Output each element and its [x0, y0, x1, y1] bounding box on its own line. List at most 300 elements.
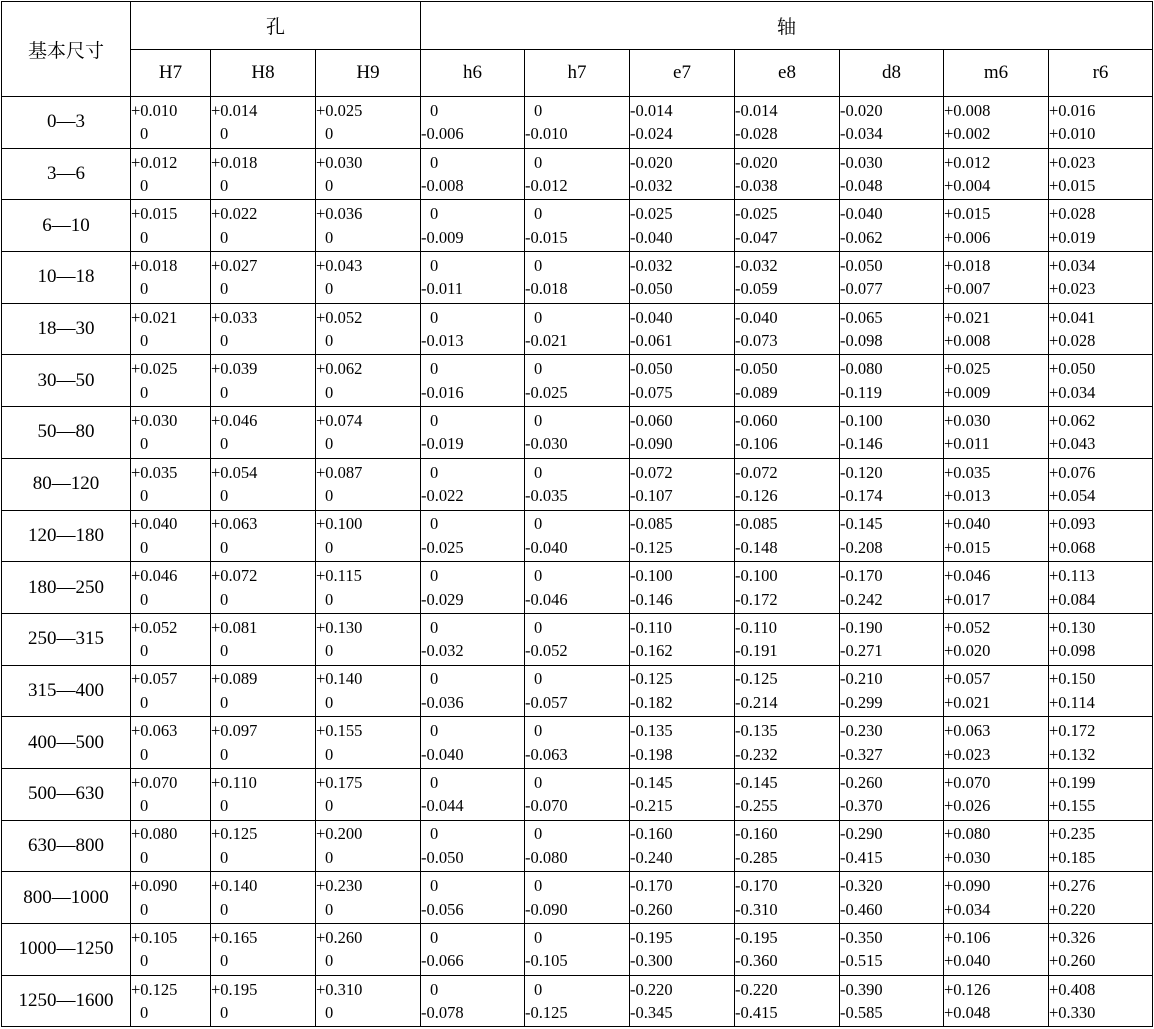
upper-deviation: -0.014	[735, 100, 778, 120]
upper-deviation: +0.021	[131, 307, 178, 327]
deviation-cell	[840, 924, 944, 976]
deviation-cell	[131, 717, 211, 769]
lower-deviation: -0.162	[630, 641, 673, 661]
upper-deviation: -0.072	[735, 462, 778, 482]
lower-deviation: +0.155	[1049, 796, 1096, 816]
upper-deviation: +0.018	[211, 152, 258, 172]
deviation-cell	[1049, 613, 1153, 665]
deviation-cell	[735, 252, 840, 304]
lower-deviation: 0	[220, 537, 229, 557]
deviation-cell	[840, 355, 944, 407]
upper-deviation: +0.023	[1049, 152, 1096, 172]
lower-deviation: -0.172	[735, 589, 778, 609]
column-header: H9	[316, 50, 421, 97]
upper-deviation: 0	[534, 927, 543, 947]
lower-deviation: -0.299	[840, 692, 883, 712]
upper-deviation: 0	[534, 876, 543, 896]
basic-size-cell: 800—1000	[2, 872, 131, 924]
upper-deviation: +0.039	[211, 359, 258, 379]
upper-deviation: -0.025	[735, 204, 778, 224]
table-row	[2, 768, 1153, 820]
lower-deviation: 0	[140, 176, 149, 196]
deviation-cell	[630, 820, 735, 872]
upper-deviation: 0	[430, 617, 439, 637]
basic-size-cell: 50—80	[2, 407, 131, 459]
lower-deviation: 0	[220, 951, 229, 971]
lower-deviation: +0.330	[1049, 1003, 1096, 1023]
upper-deviation: -0.260	[840, 772, 883, 792]
lower-deviation: 0	[140, 899, 149, 919]
deviation-cell	[840, 200, 944, 252]
upper-deviation: 0	[430, 100, 439, 120]
upper-deviation: +0.057	[944, 669, 991, 689]
deviation-cell	[735, 303, 840, 355]
upper-deviation: -0.020	[735, 152, 778, 172]
upper-deviation: +0.074	[316, 410, 363, 430]
upper-deviation: +0.089	[211, 669, 258, 689]
lower-deviation: 0	[140, 124, 149, 144]
lower-deviation: -0.105	[525, 951, 568, 971]
lower-deviation: -0.126	[735, 486, 778, 506]
deviation-cell	[840, 252, 944, 304]
upper-deviation: -0.040	[735, 307, 778, 327]
upper-deviation: +0.025	[316, 100, 363, 120]
upper-deviation: -0.170	[735, 876, 778, 896]
table-row	[2, 510, 1153, 562]
deviation-cell	[630, 355, 735, 407]
lower-deviation: -0.062	[840, 227, 883, 247]
upper-deviation: +0.050	[1049, 359, 1096, 379]
upper-deviation: 0	[534, 100, 543, 120]
upper-deviation: +0.012	[131, 152, 178, 172]
deviation-cell	[421, 768, 525, 820]
deviation-cell	[525, 510, 630, 562]
deviation-cell	[131, 510, 211, 562]
lower-deviation: 0	[220, 744, 229, 764]
upper-deviation: -0.060	[630, 410, 673, 430]
upper-deviation: -0.170	[840, 566, 883, 586]
lower-deviation: -0.009	[421, 227, 464, 247]
deviation-cell	[630, 407, 735, 459]
deviation-cell	[735, 200, 840, 252]
deviation-cell	[840, 872, 944, 924]
deviation-cell	[735, 717, 840, 769]
deviation-cell	[211, 355, 316, 407]
lower-deviation: -0.052	[525, 641, 568, 661]
upper-deviation: +0.408	[1049, 979, 1096, 999]
deviation-cell	[211, 975, 316, 1027]
upper-deviation: +0.057	[131, 669, 178, 689]
basic-size-cell: 1000—1250	[2, 924, 131, 976]
deviation-cell	[944, 303, 1049, 355]
upper-deviation: 0	[430, 876, 439, 896]
basic-size-cell: 18—30	[2, 303, 131, 355]
upper-deviation: +0.199	[1049, 772, 1096, 792]
deviation-cell	[1049, 200, 1153, 252]
lower-deviation: -0.066	[421, 951, 464, 971]
deviation-cell	[211, 613, 316, 665]
table-row	[2, 562, 1153, 614]
deviation-cell	[211, 924, 316, 976]
upper-deviation: +0.260	[316, 927, 363, 947]
deviation-cell	[840, 975, 944, 1027]
lower-deviation: +0.013	[944, 486, 991, 506]
deviation-cell	[944, 562, 1049, 614]
upper-deviation: +0.018	[944, 255, 991, 275]
lower-deviation: -0.260	[630, 899, 673, 919]
upper-deviation: 0	[534, 721, 543, 741]
deviation-cell	[1049, 303, 1153, 355]
deviation-cell	[944, 252, 1049, 304]
lower-deviation: 0	[325, 899, 334, 919]
deviation-cell	[211, 252, 316, 304]
deviation-cell	[1049, 458, 1153, 510]
upper-deviation: +0.041	[1049, 307, 1096, 327]
deviation-cell	[840, 97, 944, 149]
upper-deviation: -0.230	[840, 721, 883, 741]
deviation-cell	[316, 148, 421, 200]
upper-deviation: 0	[534, 462, 543, 482]
upper-deviation: 0	[430, 824, 439, 844]
upper-deviation: 0	[430, 359, 439, 379]
upper-deviation: +0.125	[211, 824, 258, 844]
lower-deviation: -0.125	[525, 1003, 568, 1023]
lower-deviation: +0.023	[1049, 279, 1096, 299]
deviation-cell	[525, 613, 630, 665]
deviation-cell	[211, 458, 316, 510]
deviation-cell	[735, 872, 840, 924]
deviation-cell	[944, 355, 1049, 407]
lower-deviation: 0	[140, 692, 149, 712]
deviation-cell	[1049, 407, 1153, 459]
lower-deviation: -0.010	[525, 124, 568, 144]
deviation-cell	[421, 200, 525, 252]
upper-deviation: -0.085	[735, 514, 778, 534]
deviation-cell	[1049, 975, 1153, 1027]
upper-deviation: 0	[430, 979, 439, 999]
basic-size-cell: 630—800	[2, 820, 131, 872]
upper-deviation: -0.100	[840, 410, 883, 430]
upper-deviation: 0	[534, 979, 543, 999]
deviation-cell	[131, 200, 211, 252]
deviation-cell	[1049, 148, 1153, 200]
upper-deviation: +0.027	[211, 255, 258, 275]
lower-deviation: +0.132	[1049, 744, 1096, 764]
deviation-cell	[131, 872, 211, 924]
lower-deviation: -0.240	[630, 847, 673, 867]
lower-deviation: 0	[140, 434, 149, 454]
deviation-cell	[211, 303, 316, 355]
upper-deviation: -0.350	[840, 927, 883, 947]
deviation-cell	[630, 510, 735, 562]
lower-deviation: -0.370	[840, 796, 883, 816]
deviation-cell	[421, 975, 525, 1027]
upper-deviation: -0.290	[840, 824, 883, 844]
column-header: e8	[735, 50, 840, 97]
deviation-cell	[630, 148, 735, 200]
deviation-cell	[944, 613, 1049, 665]
upper-deviation: 0	[534, 204, 543, 224]
table-row	[2, 200, 1153, 252]
lower-deviation: -0.025	[421, 537, 464, 557]
upper-deviation: +0.150	[1049, 669, 1096, 689]
deviation-cell	[944, 768, 1049, 820]
deviation-cell	[211, 200, 316, 252]
lower-deviation: -0.008	[421, 176, 464, 196]
upper-deviation: -0.190	[840, 617, 883, 637]
basic-size-header: 基本尺寸	[2, 2, 131, 97]
lower-deviation: -0.125	[630, 537, 673, 557]
lower-deviation: 0	[325, 847, 334, 867]
lower-deviation: -0.080	[525, 847, 568, 867]
lower-deviation: 0	[140, 227, 149, 247]
table-body	[2, 97, 1153, 1027]
deviation-cell	[1049, 510, 1153, 562]
lower-deviation: -0.040	[525, 537, 568, 557]
column-header: h6	[421, 50, 525, 97]
lower-deviation: -0.090	[525, 899, 568, 919]
lower-deviation: +0.011	[944, 434, 990, 454]
upper-deviation: -0.125	[630, 669, 673, 689]
upper-deviation: +0.125	[131, 979, 178, 999]
lower-deviation: +0.040	[944, 951, 991, 971]
upper-deviation: +0.126	[944, 979, 991, 999]
upper-deviation: +0.090	[944, 876, 991, 896]
deviation-cell	[211, 407, 316, 459]
lower-deviation: 0	[220, 486, 229, 506]
upper-deviation: -0.100	[735, 566, 778, 586]
upper-deviation: 0	[430, 410, 439, 430]
deviation-cell	[316, 510, 421, 562]
lower-deviation: +0.017	[944, 589, 991, 609]
deviation-cell	[316, 613, 421, 665]
upper-deviation: 0	[534, 617, 543, 637]
upper-deviation: 0	[534, 152, 543, 172]
deviation-cell	[944, 924, 1049, 976]
upper-deviation: -0.160	[735, 824, 778, 844]
deviation-cell	[944, 458, 1049, 510]
lower-deviation: -0.214	[735, 692, 778, 712]
upper-deviation: +0.195	[211, 979, 258, 999]
lower-deviation: +0.043	[1049, 434, 1096, 454]
lower-deviation: 0	[220, 382, 229, 402]
deviation-cell	[525, 872, 630, 924]
upper-deviation: +0.016	[1049, 100, 1096, 120]
upper-deviation: -0.210	[840, 669, 883, 689]
lower-deviation: 0	[140, 641, 149, 661]
upper-deviation: +0.040	[131, 514, 178, 534]
upper-deviation: +0.021	[944, 307, 991, 327]
upper-deviation: +0.326	[1049, 927, 1096, 947]
lower-deviation: +0.028	[1049, 331, 1096, 351]
lower-deviation: +0.048	[944, 1003, 991, 1023]
upper-deviation: +0.030	[944, 410, 991, 430]
deviation-cell	[735, 355, 840, 407]
deviation-cell	[421, 407, 525, 459]
upper-deviation: +0.063	[211, 514, 258, 534]
deviation-cell	[131, 820, 211, 872]
upper-deviation: +0.093	[1049, 514, 1096, 534]
upper-deviation: -0.030	[840, 152, 883, 172]
upper-deviation: 0	[430, 204, 439, 224]
shaft-header: 轴	[421, 2, 1153, 50]
upper-deviation: 0	[534, 566, 543, 586]
lower-deviation: -0.038	[735, 176, 778, 196]
lower-deviation: -0.012	[525, 176, 568, 196]
lower-deviation: -0.056	[421, 899, 464, 919]
lower-deviation: -0.024	[630, 124, 673, 144]
lower-deviation: +0.068	[1049, 537, 1096, 557]
upper-deviation: 0	[534, 359, 543, 379]
deviation-cell	[131, 458, 211, 510]
lower-deviation: +0.019	[1049, 227, 1096, 247]
basic-size-cell: 315—400	[2, 665, 131, 717]
deviation-cell	[316, 820, 421, 872]
upper-deviation: 0	[534, 824, 543, 844]
lower-deviation: +0.054	[1049, 486, 1096, 506]
basic-size-cell: 3—6	[2, 148, 131, 200]
deviation-cell	[630, 872, 735, 924]
upper-deviation: 0	[534, 514, 543, 534]
deviation-cell	[525, 355, 630, 407]
lower-deviation: -0.078	[421, 1003, 464, 1023]
upper-deviation: -0.085	[630, 514, 673, 534]
upper-deviation: 0	[534, 772, 543, 792]
upper-deviation: -0.125	[735, 669, 778, 689]
table-row	[2, 717, 1153, 769]
upper-deviation: +0.087	[316, 462, 363, 482]
lower-deviation: +0.185	[1049, 847, 1096, 867]
upper-deviation: +0.022	[211, 204, 258, 224]
deviation-cell	[421, 820, 525, 872]
deviation-cell	[944, 148, 1049, 200]
upper-deviation: -0.050	[630, 359, 673, 379]
deviation-cell	[630, 252, 735, 304]
column-header: d8	[840, 50, 944, 97]
deviation-cell	[131, 148, 211, 200]
table-row	[2, 924, 1153, 976]
lower-deviation: 0	[220, 176, 229, 196]
upper-deviation: +0.081	[211, 617, 258, 637]
deviation-cell	[421, 303, 525, 355]
deviation-cell	[421, 665, 525, 717]
upper-deviation: +0.030	[316, 152, 363, 172]
lower-deviation: -0.034	[840, 124, 883, 144]
upper-deviation: +0.097	[211, 721, 258, 741]
lower-deviation: -0.018	[525, 279, 568, 299]
upper-deviation: +0.172	[1049, 721, 1096, 741]
lower-deviation: -0.208	[840, 537, 883, 557]
deviation-cell	[840, 303, 944, 355]
lower-deviation: -0.215	[630, 796, 673, 816]
lower-deviation: -0.025	[525, 382, 568, 402]
lower-deviation: 0	[220, 331, 229, 351]
upper-deviation: -0.040	[630, 307, 673, 327]
deviation-cell	[944, 407, 1049, 459]
deviation-cell	[421, 562, 525, 614]
upper-deviation: -0.072	[630, 462, 673, 482]
lower-deviation: 0	[325, 1003, 334, 1023]
lower-deviation: -0.040	[421, 744, 464, 764]
deviation-cell	[421, 458, 525, 510]
upper-deviation: 0	[534, 410, 543, 430]
upper-deviation: +0.008	[944, 100, 991, 120]
lower-deviation: +0.260	[1049, 951, 1096, 971]
upper-deviation: +0.235	[1049, 824, 1096, 844]
upper-deviation: +0.200	[316, 824, 363, 844]
lower-deviation: -0.106	[735, 434, 778, 454]
lower-deviation: 0	[140, 382, 149, 402]
deviation-cell	[735, 562, 840, 614]
lower-deviation: +0.007	[944, 279, 991, 299]
lower-deviation: -0.040	[630, 227, 673, 247]
deviation-cell	[944, 510, 1049, 562]
lower-deviation: -0.061	[630, 331, 673, 351]
column-header: h7	[525, 50, 630, 97]
upper-deviation: +0.080	[131, 824, 178, 844]
deviation-cell	[131, 97, 211, 149]
lower-deviation: -0.032	[630, 176, 673, 196]
table-row	[2, 872, 1153, 924]
deviation-cell	[421, 872, 525, 924]
lower-deviation: 0	[140, 279, 149, 299]
upper-deviation: +0.110	[211, 772, 257, 792]
upper-deviation: +0.046	[944, 566, 991, 586]
upper-deviation: 0	[430, 721, 439, 741]
lower-deviation: 0	[325, 227, 334, 247]
upper-deviation: +0.018	[131, 255, 178, 275]
lower-deviation: -0.047	[735, 227, 778, 247]
upper-deviation: +0.063	[944, 721, 991, 741]
upper-deviation: +0.015	[944, 204, 991, 224]
upper-deviation: +0.014	[211, 100, 258, 120]
deviation-cell	[316, 355, 421, 407]
upper-deviation: +0.028	[1049, 204, 1096, 224]
deviation-cell	[1049, 665, 1153, 717]
deviation-cell	[1049, 872, 1153, 924]
upper-deviation: 0	[430, 927, 439, 947]
table-row	[2, 820, 1153, 872]
deviation-cell	[525, 665, 630, 717]
deviation-cell	[735, 665, 840, 717]
lower-deviation: -0.022	[421, 486, 464, 506]
upper-deviation: 0	[430, 152, 439, 172]
deviation-cell	[211, 872, 316, 924]
upper-deviation: +0.010	[131, 100, 178, 120]
deviation-cell	[525, 768, 630, 820]
deviation-cell	[131, 355, 211, 407]
lower-deviation: -0.300	[630, 951, 673, 971]
upper-deviation: -0.025	[630, 204, 673, 224]
deviation-cell	[421, 717, 525, 769]
lower-deviation: -0.036	[421, 692, 464, 712]
lower-deviation: -0.006	[421, 124, 464, 144]
upper-deviation: 0	[430, 255, 439, 275]
deviation-cell	[944, 872, 1049, 924]
lower-deviation: +0.021	[944, 692, 991, 712]
hole-header: 孔	[131, 2, 421, 50]
lower-deviation: +0.026	[944, 796, 991, 816]
deviation-cell	[630, 768, 735, 820]
table-row	[2, 303, 1153, 355]
deviation-cell	[525, 820, 630, 872]
lower-deviation: -0.073	[735, 331, 778, 351]
deviation-cell	[131, 303, 211, 355]
deviation-cell	[211, 562, 316, 614]
upper-deviation: -0.170	[630, 876, 673, 896]
table-row	[2, 355, 1153, 407]
deviation-cell	[211, 97, 316, 149]
